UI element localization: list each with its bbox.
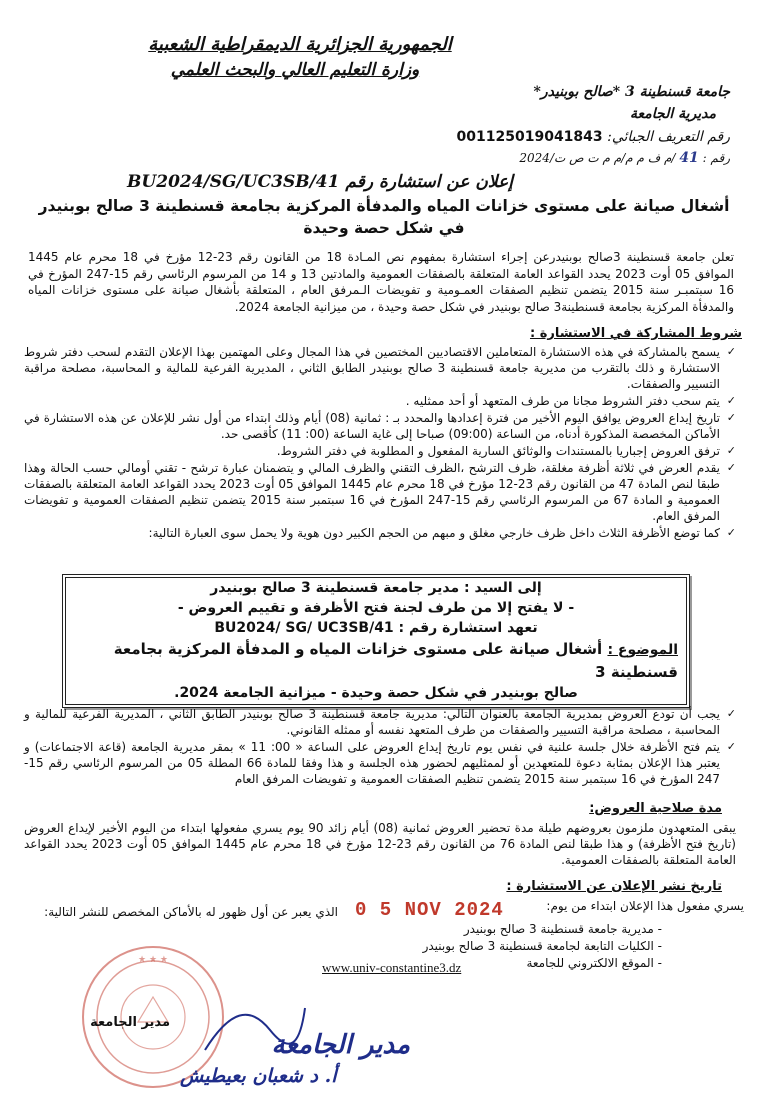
republic-heading: الجمهورية الجزائرية الديمقراطية الشعبية xyxy=(148,34,452,55)
svg-text:★ ★ ★: ★ ★ ★ xyxy=(138,955,168,965)
ministry-heading: وزارة التعليم العالي والبحث العلمي xyxy=(170,60,420,80)
place-label: الموقع الالكتروني للجامعة xyxy=(526,956,654,970)
list-item: ✓ يتم سحب دفتر الشروط مجانا من طرف المتعهد أو أحد ممثليه . xyxy=(24,393,736,409)
announcement-title: إعلان عن استشارة رقم BU2024/SG/UC3SB/41 xyxy=(127,172,513,192)
list-item: - الكليات التابعة لجامعة قسنطينة 3 صالح بوبنيدر xyxy=(422,939,662,953)
conditions-list xyxy=(24,344,736,542)
signature-handwritten-title: مدير الجامعة xyxy=(271,1030,410,1060)
list-item: ✓ يتم فتح الأظرفة خلال جلسة علنية في نفس يوم تاريخ إيداع العروض على الساعة « 00: 11 » بمقر مديرية الجامعة (قاعة الاجتماعات) و يعتبر هذا الإعلان بمثابة دعوة للمتعهدين أو لممثليهم لحضور هذه الجلسة و هذا وفقا للمادة 66 المطلة 05 من المرسوم الرئاسي رقم 15-247 المؤرخ في 16 سبتمبر سنة 2015 يتضمن تنظيم الصفقات العمومية و تفويضات المرفق العام xyxy=(24,739,736,787)
directorate-name: مديرية الجامعة xyxy=(630,106,716,122)
list-item: ✓ تاريخ إيداع العروض يوافق اليوم الأخير من فترة إعدادها والمحدد بـ : ثمانية (08) أيام وذلك ابتداء من أول نشر للإعلان عن هذه الاستشارة في الأماكن المخصصة المذكورة أدناه، من الساعة (09:00) صباحا إلى غاية الساعة (00: 11) كأقصى حد. xyxy=(24,410,736,442)
signature-title: مدير الجامعة xyxy=(90,1015,170,1030)
website-link[interactable]: www.univ-constantine3.dz xyxy=(322,960,462,975)
validity-text: يبقى المتعهدون ملزمون بعروضهم طيلة مدة تحضير العروض ثمانية (08) أيام زائد 90 يوم يسري مفعولها ابتداء من اليوم الأخير لإيداع العروض (تاريخ فتح الأظرفة) و هذا طبقا لنص المادة 76 من القانون رقم 23-12 مؤرخ في 18 محرم عام 1445 الموافق 05 أوت 2023 يحدد القواعد العامة المتعلقة بالصفقات العمومية. xyxy=(24,821,737,867)
subject-line-2: في شكل حصة وحيدة xyxy=(303,219,465,237)
list-item: - الموقع الالكتروني للجامعة xyxy=(526,956,662,970)
signature-stroke-icon xyxy=(200,1000,310,1060)
tax-id-value: 001125019041843 xyxy=(456,129,603,145)
place-label: مديرية جامعة قسنطينة 3 صالح بوبنيدر xyxy=(463,922,654,936)
reference-number: 41 xyxy=(679,150,699,166)
deposit-list xyxy=(24,706,736,788)
subject-line-1: أشغال صيانة على مستوى خزانات المياه والمدفأة المركزية بجامعة قسنطينة 3 صالح بوبنيدر xyxy=(38,197,730,215)
box-line-5: صالح بوبنيدر في شكل حصة وحيدة - ميزانية الجامعة 2024. xyxy=(174,685,578,701)
publication-date-stamp: 0 5 NOV 2024 xyxy=(355,899,504,921)
list-item: ✓ كما توضع الأظرفة الثلاث داخل ظرف خارجي مغلق و مبهم من الحجم الكبير دون هوية ولا يحمل سوى العبارة التالية: xyxy=(24,525,736,541)
box-subject-label: الموضوع : xyxy=(607,642,678,658)
publication-lead-text: يسري مفعول هذا الإعلان ابتداء من يوم: xyxy=(546,899,744,913)
conditions-heading: شروط المشاركة في الاستشارة : xyxy=(529,326,742,341)
tax-id-line xyxy=(457,129,730,145)
signature-name: أ. د شعبان بعيطيش xyxy=(180,1065,337,1087)
box-subject xyxy=(66,638,686,683)
list-item: ✓ يسمح بالمشاركة في هذه الاستشارة المتعاملين الاقتصاديين المختصين في هذا المجال وعلى المهتمين بهذا الإعلان التقدم لسحب دفتر شروط الاستشارة و ذلك بالتقرب من مديرية جامعة قسنطينة 3 صالح بوبنيدر الطابق الثاني ، المديرية الفرعية للمالية و المحاسبة، مصلحة مراقبة التسيير والصفقات. xyxy=(24,344,736,392)
reference-line xyxy=(519,150,730,166)
box-subject-text: أشغال صيانة على مستوى خزانات المياه و المدفأة المركزية بجامعة قسنطينة 3 xyxy=(113,640,678,681)
list-item: ✓ ترفق العروض إجباريا بالمستندات والوثائق السارية المفعول و المطلوبة في دفتر الشروط. xyxy=(24,443,736,459)
box-line-3: تعهد استشارة رقم : BU2024/ SG/ UC3SB/41 xyxy=(214,620,538,636)
university-name: جامعة قسنطينة 3 *صالح بوبنيدر* xyxy=(533,84,730,100)
place-label: الكليات التابعة لجامعة قسنطينة 3 صالح بوبنيدر xyxy=(422,939,654,953)
validity-heading: مدة صلاحية العروض: xyxy=(589,801,722,816)
intro-paragraph: تعلن جامعة قسنطينة 3صالح بوبنيدرعن إجراء استشارة بمفهوم نص المـادة 18 من القانون رقم 23-12 مؤرخ في 18 محرم عام 1445 الموافق 05 أوت 2023 يحدد القواعد العامة المتعلقة بالصفقات العمومية والمادتين 13 و 14 من المرسوم الرئاسي رقم 15-247 المؤرخ في 16 سبتمبـر سنة 2015 يتضمن تنظيم الصفقات العمـومية و تفويضات الـمرفق العام ، المتعلقة بأشغال صيانة على مستوى خزانات المياه والمدفأة المركزية بجامعة قسنطينة3 صالح بوبنيدر في شكل حصة وحيدة ، من ميزانية الجامعة 2024. xyxy=(28,250,734,314)
publication-lead-tail: الذي يعبر عن أول ظهور له بالأماكن المخصص للنشر التالية: xyxy=(44,905,338,919)
list-item: - مديرية جامعة قسنطينة 3 صالح بوبنيدر xyxy=(463,922,662,936)
envelope-box xyxy=(62,574,690,708)
announcement-subject xyxy=(34,195,734,239)
reference-rest: /م ف م م/م م ت ص ت/2024 xyxy=(519,151,676,165)
publication-lead xyxy=(546,899,744,913)
list-item: ✓ يجب أن تودع العروض بمديرية الجامعة بالعنوان التالي: مديرية جامعة قسنطينة 3 صالح بوبنيدر الطابق الثاني ، المديرية الفرعية للمالية و المحاسبة ، مصلحة مراقبة التسيير والصفقات من طرف المتعهد نفسه أو ممثله القانوني. xyxy=(24,706,736,738)
publication-heading: تاريخ نشر الإعلان عن الاستشارة : xyxy=(506,879,722,894)
tax-id-label: رقم التعريف الجبائي: xyxy=(607,129,730,145)
reference-label: رقم : xyxy=(702,151,730,165)
list-item: ✓ يقدم العرض في ثلاثة أظرفة مغلقة، ظرف الترشح ،الظرف التقني والظرف المالي و يتضمنان عبارة ترشح - تقني أومالي حسب الحالة وهذا طبقا لنص المادة 47 من القانون رقم 23-12 مؤرخ في 18 محرم عام 1445 الموافق 05 أوت 2023 يحدد القواعد العامة المتعلقة بالصفقات العمومية و المادة 67 من المرسوم الرئاسي رقم 15-247 المؤرخ في 16 سبتمبر سنة 2015 يتضمن تنظيم الصفقات العمومية و تفويضات المرفق العام. xyxy=(24,460,736,524)
box-line-2: - لا يفتح إلا من طرف لجنة فتح الأظرفة و تقييم العروض - xyxy=(177,600,575,616)
box-line-1: إلى السيد : مدير جامعة قسنطينة 3 صالح بوبنيدر xyxy=(210,580,542,596)
